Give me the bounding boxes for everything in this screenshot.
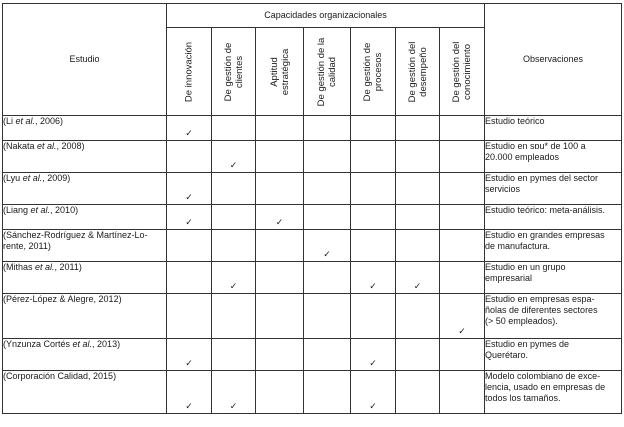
check-mark: ✓	[351, 339, 396, 371]
empty-cell	[440, 205, 485, 230]
empty-cell	[396, 205, 440, 230]
check-mark: ✓	[351, 262, 396, 294]
column-header-line: calidad	[327, 56, 338, 87]
observation-line: (> 50 empleados).	[485, 316, 558, 326]
empty-cell	[212, 294, 256, 339]
column-header-line: estratégica	[279, 48, 291, 95]
column-header	[396, 28, 440, 116]
check-mark: ✓	[212, 262, 256, 294]
column-header-text	[407, 41, 429, 102]
header-study: Estudio	[3, 4, 167, 116]
observation-cell	[485, 371, 622, 414]
empty-cell	[256, 116, 304, 141]
study-line: (Nakata et al., 2008)	[3, 141, 85, 151]
column-header-line: De innovación	[183, 41, 195, 102]
et-al-text: et al.	[30, 205, 51, 215]
check-mark: ✓	[304, 230, 351, 262]
column-header-line: desempeño	[417, 46, 429, 97]
table-row	[3, 173, 622, 205]
study-line: (Pérez-López & Alegre, 2012)	[3, 294, 122, 304]
column-header	[351, 28, 396, 116]
empty-cell	[256, 262, 304, 294]
observation-line: 20.000 empleados	[485, 152, 560, 162]
study-line: (Lyu et al., 2009)	[3, 173, 71, 183]
empty-cell	[440, 116, 485, 141]
observation-line: ñolas de diferentes sectores	[485, 305, 598, 315]
empty-cell	[396, 173, 440, 205]
empty-cell	[304, 205, 351, 230]
check-mark: ✓	[167, 205, 212, 230]
column-header-box	[304, 28, 350, 115]
empty-cell	[304, 116, 351, 141]
empty-cell	[351, 173, 396, 205]
observation-line: todos los tamaños.	[485, 393, 561, 403]
empty-cell	[304, 262, 351, 294]
empty-cell	[440, 173, 485, 205]
check-mark: ✓	[256, 205, 304, 230]
empty-cell	[440, 339, 485, 371]
observation-line: empresarial	[485, 273, 533, 283]
empty-cell	[212, 116, 256, 141]
check-mark: ✓	[167, 371, 212, 414]
et-al-text: et al.	[15, 116, 36, 126]
column-header-text	[223, 42, 245, 101]
observation-line: Modelo colombiano de exce-	[485, 371, 601, 381]
table-row	[3, 205, 622, 230]
table-row	[3, 339, 622, 371]
column-header-line: procesos	[373, 52, 384, 91]
header-row-top	[3, 4, 622, 28]
study-line: rente, 2011)	[3, 241, 51, 251]
empty-cell	[351, 230, 396, 262]
observation-cell	[485, 116, 622, 141]
observation-cell	[485, 262, 622, 294]
column-header-text	[184, 41, 195, 101]
column-header-box	[212, 28, 255, 115]
empty-cell	[212, 339, 256, 371]
check-mark: ✓	[212, 141, 256, 173]
et-al-text: et al.	[37, 141, 57, 151]
observation-line: Estudio en pymes de	[485, 339, 570, 349]
empty-cell	[440, 141, 485, 173]
empty-cell	[212, 205, 256, 230]
empty-cell	[351, 294, 396, 339]
check-mark: ✓	[440, 294, 485, 339]
column-header-box	[396, 28, 439, 115]
observation-line: de manufactura.	[485, 241, 551, 251]
column-header-line: De gestión del	[406, 41, 418, 102]
study-cell	[3, 262, 167, 294]
check-mark: ✓	[167, 116, 212, 141]
study-cell	[3, 141, 167, 173]
et-al-text: et al.	[35, 262, 55, 272]
header-capacities: Capacidades organizacionales	[167, 4, 485, 28]
column-header-line: De gestión del	[451, 41, 462, 102]
empty-cell	[304, 173, 351, 205]
empty-cell	[396, 141, 440, 173]
observation-line: Querétaro.	[485, 350, 529, 360]
study-cell	[3, 294, 167, 339]
check-mark: ✓	[351, 371, 396, 414]
table-row	[3, 262, 622, 294]
observation-cell	[485, 339, 622, 371]
empty-cell	[396, 339, 440, 371]
column-header-box	[440, 28, 484, 115]
empty-cell	[256, 141, 304, 173]
column-header	[167, 28, 212, 116]
capacities-table	[2, 3, 622, 414]
study-cell	[3, 173, 167, 205]
empty-cell	[167, 262, 212, 294]
observation-line: lencia, usado en empresas de	[485, 382, 606, 392]
observation-line: Estudio en sɒu* de 100 a	[485, 141, 586, 151]
table-row	[3, 294, 622, 339]
empty-cell	[304, 294, 351, 339]
empty-cell	[256, 371, 304, 414]
study-cell	[3, 230, 167, 262]
empty-cell	[167, 230, 212, 262]
study-line: (Sánchez-Rodríguez & Martínez-Lo-	[3, 230, 148, 240]
empty-cell	[396, 371, 440, 414]
column-header-line: De gestión de la	[316, 37, 327, 106]
empty-cell	[304, 339, 351, 371]
study-line: (Liang et al., 2010)	[3, 205, 79, 215]
check-mark: ✓	[167, 339, 212, 371]
empty-cell	[351, 116, 396, 141]
observation-cell	[485, 173, 622, 205]
observation-line: Estudio en un grupo	[485, 262, 566, 272]
observation-cell	[485, 294, 622, 339]
empty-cell	[440, 230, 485, 262]
table-row	[3, 371, 622, 414]
observation-line: Estudio en grandes empresas	[485, 230, 605, 240]
column-header-line: conocimiento	[462, 43, 473, 100]
column-header-box	[167, 28, 211, 115]
check-mark: ✓	[167, 173, 212, 205]
study-cell	[3, 116, 167, 141]
empty-cell	[351, 205, 396, 230]
column-header-text	[362, 42, 384, 101]
empty-cell	[256, 230, 304, 262]
empty-cell	[212, 173, 256, 205]
empty-cell	[167, 294, 212, 339]
study-line: (Mithas et al., 2011)	[3, 262, 82, 272]
column-header	[256, 28, 304, 116]
empty-cell	[351, 141, 396, 173]
observation-line: Estudio teórico: meta-análisis.	[485, 205, 606, 215]
empty-cell	[167, 141, 212, 173]
study-cell	[3, 339, 167, 371]
empty-cell	[212, 230, 256, 262]
table-row	[3, 230, 622, 262]
observation-line: Estudio teórico	[485, 116, 545, 126]
column-header-box	[256, 28, 303, 115]
et-al-text: et al.	[22, 173, 43, 183]
empty-cell	[396, 116, 440, 141]
study-line: (Ynzunza Cortés et al., 2013)	[3, 339, 121, 349]
column-header	[304, 28, 351, 116]
observation-cell	[485, 205, 622, 230]
observation-line: servicios	[485, 184, 521, 194]
column-header	[440, 28, 485, 116]
observation-line: Estudio en empresas espa-	[485, 294, 595, 304]
study-line: (Li et al., 2006)	[3, 116, 64, 126]
observation-cell	[485, 230, 622, 262]
observation-cell	[485, 141, 622, 173]
study-cell	[3, 205, 167, 230]
table-row	[3, 141, 622, 173]
empty-cell	[256, 294, 304, 339]
column-header-text	[316, 37, 338, 106]
table-body	[3, 116, 622, 414]
empty-cell	[304, 371, 351, 414]
empty-cell	[256, 173, 304, 205]
column-header-box	[351, 28, 395, 115]
check-mark: ✓	[212, 371, 256, 414]
header-observations: Observaciones	[485, 4, 622, 116]
column-header-line: Aptitud	[268, 56, 280, 87]
empty-cell	[440, 262, 485, 294]
empty-cell	[304, 141, 351, 173]
empty-cell	[396, 230, 440, 262]
table-row	[3, 116, 622, 141]
study-line: (Corporación Calidad, 2015)	[3, 371, 117, 381]
et-al-text: et al.	[72, 339, 93, 349]
column-header	[212, 28, 256, 116]
empty-cell	[396, 294, 440, 339]
column-header-text	[451, 41, 473, 102]
observation-line: Estudio en pymes del sector	[485, 173, 599, 183]
column-header-text	[269, 48, 291, 94]
check-mark: ✓	[396, 262, 440, 294]
column-header-line: De gestión de	[362, 42, 373, 101]
empty-cell	[256, 339, 304, 371]
column-header-line: clientes	[233, 55, 245, 88]
study-cell	[3, 371, 167, 414]
column-header-line: De gestión de	[222, 42, 234, 101]
empty-cell	[440, 371, 485, 414]
